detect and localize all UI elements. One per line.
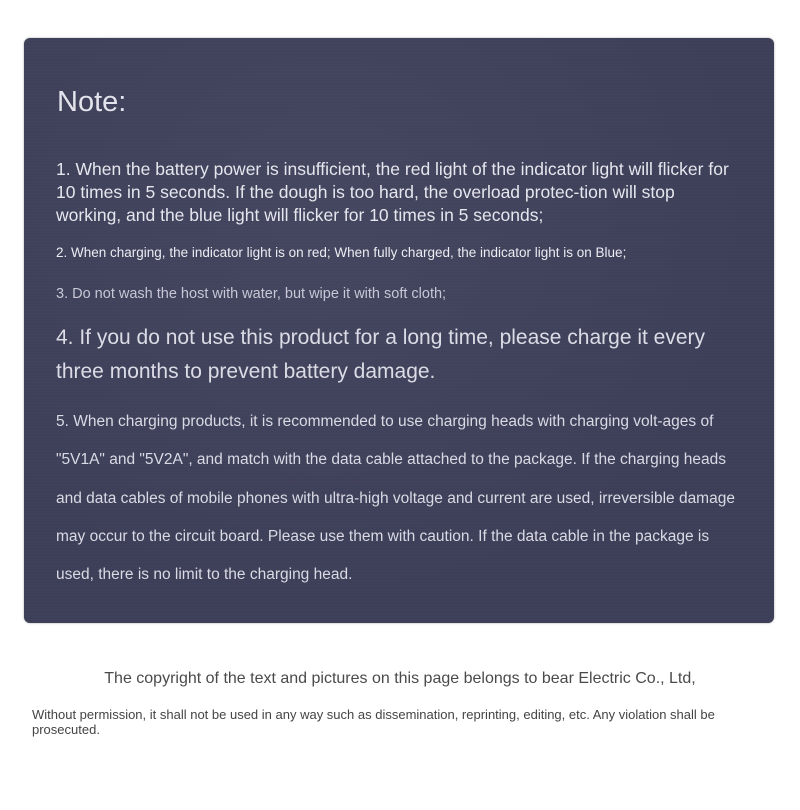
note-item-cleaning: 3. Do not wash the host with water, but wipe it with soft cloth;	[56, 286, 447, 302]
note-item-battery-indicator: 1. When the battery power is insufficient, the red light of the indicator light will flicker for 10 times in 5 seconds. If the dough is too hard, the overload protec-tion will stop working, and the blue light will flicker for 10 times in 5 seconds;	[56, 159, 729, 225]
note-item-storage: 4. If you do not use this product for a long time, please charge it every three months to prevent battery damage.	[56, 326, 706, 383]
note-card	[24, 38, 774, 623]
note-item-charging-heads: 5. When charging products, it is recommended to use charging heads with charging volt-ages of "5V1A" and "5V2A", and match with the data cable attached to the package. If the charging heads and data cables of mobile phones with ultra-high voltage and current are used, irreversible damage may occur to the circuit board. Please use them with caution. If the data cable in the package is used, there is no limit to the charging head.	[56, 413, 735, 584]
note-item-charging-indicator: 2. When charging, the indicator light is on red; When fully charged, the indicator light is on Blue;	[56, 245, 627, 260]
copyright-notice: The copyright of the text and pictures on this page belongs to bear Electric Co., Ltd,	[104, 670, 696, 687]
permission-notice: Without permission, it shall not be used in any way such as dissemination, reprinting, editing, etc. Any violation shall be prosecuted.	[32, 707, 715, 737]
note-title: Note:	[57, 86, 127, 118]
